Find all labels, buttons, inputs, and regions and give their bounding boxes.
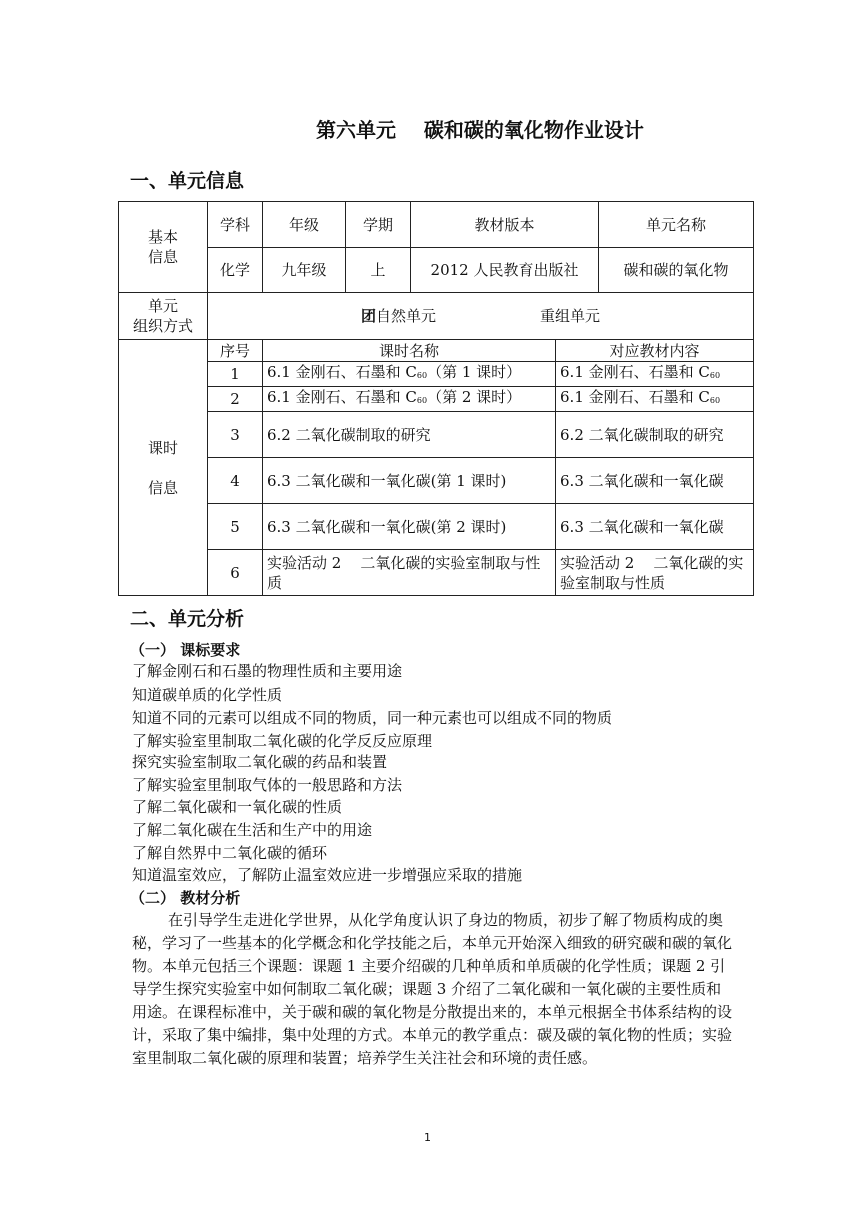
lesson-header-name: 课时名称 xyxy=(263,340,556,362)
list-item: 知道温室效应，了解防止温室效应进一步增强应采取的措施 xyxy=(132,866,523,884)
table-row xyxy=(119,362,754,387)
value-unit-name: 碳和碳的氧化物 xyxy=(599,248,754,293)
list-item: 了解实验室里制取气体的一般思路和方法 xyxy=(132,776,403,794)
lesson-no: 4 xyxy=(208,458,263,504)
basic-info-label: 基本 信息 xyxy=(119,202,208,293)
lesson-label-1: 课时 xyxy=(147,438,178,457)
table-row xyxy=(119,458,754,504)
value-edition: 2012 人民教育出版社 xyxy=(411,248,599,293)
header-edition: 教材版本 xyxy=(411,202,599,248)
value-grade: 九年级 xyxy=(263,248,346,293)
section-heading-unit-analysis: 二、单元分析 xyxy=(130,608,245,630)
list-item: 了解实验室里制取二氧化碳的化学反反应原理 xyxy=(132,732,433,750)
lesson-name: 6.3 二氧化碳和一氧化碳(第 2 课时) xyxy=(263,504,556,550)
lesson-name: 6.1 金刚石、石墨和 $C_{60}$（第 2 课时） xyxy=(263,387,556,412)
org-options xyxy=(208,293,754,340)
lesson-no: 3 xyxy=(208,412,263,458)
table-row xyxy=(119,550,754,596)
list-item: 探究实验室制取二氧化碳的药品和装置 xyxy=(132,753,388,771)
lesson-content: 6.1 金刚石、石墨和 $C_{60}$ xyxy=(556,362,754,387)
lesson-no: 6 xyxy=(208,550,263,596)
lesson-no: 5 xyxy=(208,504,263,550)
table-row xyxy=(119,387,754,412)
lesson-label-2: 信息 xyxy=(147,478,178,497)
lesson-no: 2 xyxy=(208,387,263,412)
list-item: 了解自然界中二氧化碳的循环 xyxy=(132,844,328,862)
header-term: 学期 xyxy=(346,202,411,248)
unit-info-table xyxy=(118,201,754,596)
list-item: 知道不同的元素可以组成不同的物质，同一种元素也可以组成不同的物质 xyxy=(132,709,613,727)
checked-checkbox-icon: 团 xyxy=(360,307,376,325)
document-title: 第六单元 碳和碳的氧化物作业设计 xyxy=(316,118,644,142)
value-subject: 化学 xyxy=(208,248,263,293)
lesson-name: 6.2 二氧化碳制取的研究 xyxy=(263,412,556,458)
lesson-header-no: 序号 xyxy=(208,340,263,362)
lesson-info-label xyxy=(119,340,208,596)
header-unit-name: 单元名称 xyxy=(599,202,754,248)
lesson-content: 6.1 金刚石、石墨和 $C_{60}$ xyxy=(556,387,754,412)
value-term: 上 xyxy=(346,248,411,293)
lesson-content: 6.3 二氧化碳和一氧化碳 xyxy=(556,458,754,504)
header-subject: 学科 xyxy=(208,202,263,248)
lesson-content: 实验活动 2 二氧化碳的实验室制取与性质 xyxy=(556,550,754,596)
subheading-textbook-analysis: （二） 教材分析 xyxy=(130,889,241,907)
list-item: 知道碳单质的化学性质 xyxy=(132,686,283,704)
list-item: 了解金刚石和石墨的物理性质和主要用途 xyxy=(132,662,403,680)
header-grade: 年级 xyxy=(263,202,346,248)
org-regroup-unit: 重组单元 xyxy=(540,307,601,325)
lesson-no: 1 xyxy=(208,362,263,387)
lesson-content: 6.2 二氧化碳制取的研究 xyxy=(556,412,754,458)
lesson-name: 6.1 金刚石、石墨和 $C_{60}$（第 1 课时） xyxy=(263,362,556,387)
page-number: 1 xyxy=(424,1131,431,1144)
lesson-name: 实验活动 2 二氧化碳的实验室制取与性质 xyxy=(263,550,556,596)
table-row xyxy=(119,504,754,550)
table-row xyxy=(119,412,754,458)
subheading-curriculum: （一） 课标要求 xyxy=(130,641,241,659)
list-item: 了解二氧化碳和一氧化碳的性质 xyxy=(132,798,343,816)
lesson-name: 6.3 二氧化碳和一氧化碳(第 1 课时) xyxy=(263,458,556,504)
analysis-paragraph: 在引导学生走进化学世界，从化学角度认识了身边的物质，初步了解了物质构成的奥秘，学习了一些基本的化学概念和化学技能之后，本单元开始深入细致的研究碳和碳的氧化物。本单元包括三个课题：课题 1 主要介绍碳的几种单质和单质碳的化学性质；课题 2 引导学生探究实验室中如何制取二氧化碳；课题 3 介绍了二氧化碳和一氧化碳的主要性质和用途。在课程标准中，关于碳和碳的氧化物是分散提出来的，本单元根据全书体系结构的设计，采取了集中编排，集中处理的方式。本单元的教学重点：碳及碳的氧化物的性质；实验室里制取二氧化碳的原理和装置；培养学生关注社会和环境的责任感。 xyxy=(132,911,733,1067)
list-item: 了解二氧化碳在生活和生产中的用途 xyxy=(132,821,373,839)
lesson-header-content: 对应教材内容 xyxy=(556,340,754,362)
org-label: 单元 组织方式 xyxy=(119,293,208,340)
org-natural-unit: 自然单元 xyxy=(376,307,437,325)
lesson-content: 6.3 二氧化碳和一氧化碳 xyxy=(556,504,754,550)
section-heading-unit-info: 一、单元信息 xyxy=(130,170,245,192)
